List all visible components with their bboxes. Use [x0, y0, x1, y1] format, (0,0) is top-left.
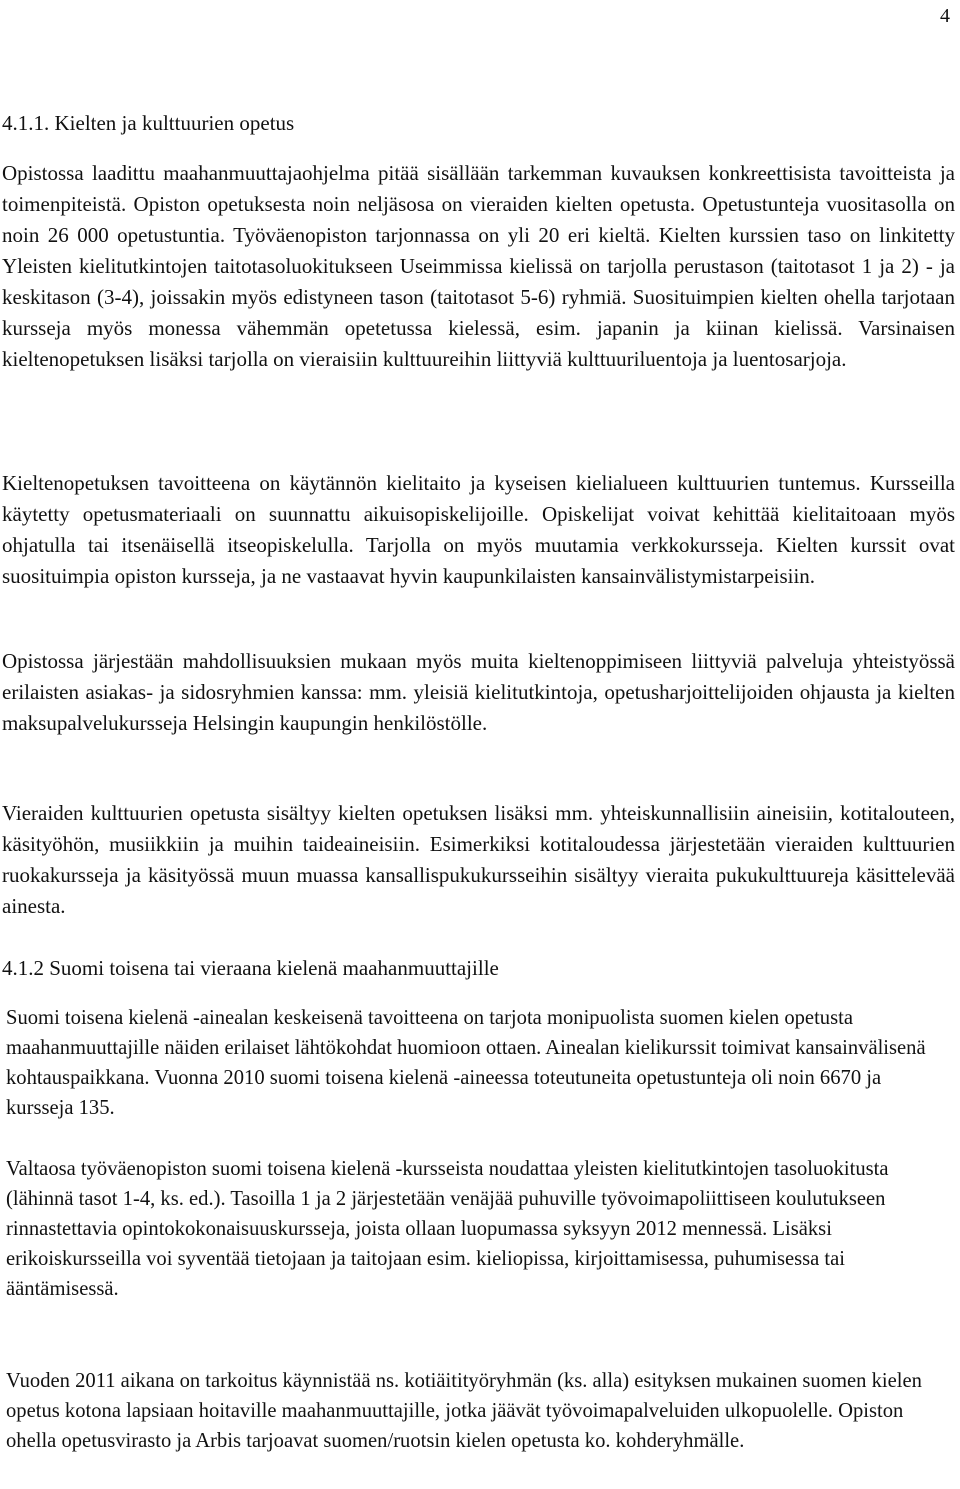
paragraph-language-teaching-goals: Kieltenopetuksen tavoitteena on käytännön kielitaito ja kyseisen kielialueen kulttuurien tuntemus. Kursseilla käytetty opetusmateriaali on suunnattu aikuisopiskelijoille. Opiskelijat voivat kehittää kielitaitoaan myös ohjatulla tai itsenäisellä itseopiskelulla. Tarjolla on myös muutamia verkkokursseja. Kielten kurssit ovat suosituimpia opiston kursseja, ja ne vastaavat hyvin kaupunkilaisten kansainvälistymistarpeisiin. [2, 471, 955, 588]
paragraph-other-language-services: Opistossa järjestään mahdollisuuksien mukaan myös muita kieltenoppimiseen liittyviä palveluja yhteistyössä erilaisten asiakas- ja sidosryhmien kanssa: mm. yleisiä kielitutkintoja, opetusharjoittelijoiden ohjausta ja kielten maksupalvelukursseja Helsingin kaupungin henkilöstölle. [2, 649, 955, 735]
paragraph-home-mothers-teaching: Vuoden 2011 aikana on tarkoitus käynnistää ns. kotiäitityöryhmän (ks. alla) esityksen mukainen suomen kielen opetus kotona lapsiaan hoitaville maahanmuuttajille, jotka jäävät työvoimapalveluiden ulkopuolelle. Opiston ohella opetusvirasto ja Arbis tarjoavat suomen/ruotsin kielen opetusta ko. kohderyhmälle. [6, 1370, 922, 1452]
paragraph-foreign-cultures: Vieraiden kulttuurien opetusta sisältyy kielten opetuksen lisäksi mm. yhteiskunnallisiin aineisiin, kotitalouteen, käsityöhön, musiikkiin ja muihin taideaineisiin. Esimerkiksi kotitaloudessa järjestetään vieraiden kulttuurien ruokakursseja ja käsityössä muun muassa kansallispukukursseihin sisältyy vieraita pukukulttuureja käsittelevää ainesta. [2, 801, 955, 918]
section-heading-4-1-1: 4.1.1. Kielten ja kulttuurien opetus [2, 111, 295, 135]
section-heading-4-1-2: 4.1.2 Suomi toisena tai vieraana kielenä maahanmuuttajille [2, 956, 499, 980]
page-number: 4 [940, 5, 950, 27]
paragraph-finnish-second-language-goals: Suomi toisena kielenä -ainealan keskeisenä tavoitteena on tarjota monipuolista suomen kielen opetusta maahanmuuttajille näiden erilaiset lähtökohdat huomioon ottaen. Ainealan kielikurssit toimivat kansainvälisenä kohtauspaikkana. Vuonna 2010 suomi toisena kielenä -aineessa toteutuneita opetustunteja oli noin 6670 ja kursseja 135. [6, 1007, 926, 1119]
paragraph-finnish-course-levels: Valtaosa työväenopiston suomi toisena kielenä -kursseista noudattaa yleisten kielitutkintojen tasoluokitusta (lähinnä tasot 1-4, ks. ed.). Tasoilla 1 ja 2 järjestetään venäjää puhuville työvoimapoliittiseen koulutukseen rinnastettavia opintokokonaisuuskursseja, joista ollaan luopumassa syksyyn 2012 mennessä. Lisäksi erikoiskursseilla voi syventää tietojaan ja taitojaan esim. kieliopissa, kirjoittamisessa, puhumisessa tai ääntämisessä. [6, 1158, 889, 1300]
paragraph-languages-overview: Opistossa laadittu maahanmuuttajaohjelma pitää sisällään tarkemman kuvauksen konkreettisista tavoitteista ja toimenpiteistä. Opiston opetuksesta noin neljäsosa on vieraiden kielten opetusta. Opetustunteja vuositasolla on noin 26 000 opetustuntia. Työväenopiston tarjonnassa on yli 20 eri kieltä. Kielten kurssien taso on linkitetty Yleisten kielitutkintojen taitotasoluokitukseen Useimmissa kielissä on tarjolla perustason (taitotasot 1 ja 2) - ja keskitason (3-4), joissakin myös edistyneen tason (taitotasot 5-6) ryhmiä. Suosituimpien kielten ohella tarjotaan kursseja myös monessa vähemmän opetetussa kielessä, esim. japanin ja kiinan kielissä. Varsinaisen kieltenopetuksen lisäksi tarjolla on vieraisiin kulttuureihin liittyviä kulttuuriluentoja ja luentosarjoja. [2, 161, 955, 371]
